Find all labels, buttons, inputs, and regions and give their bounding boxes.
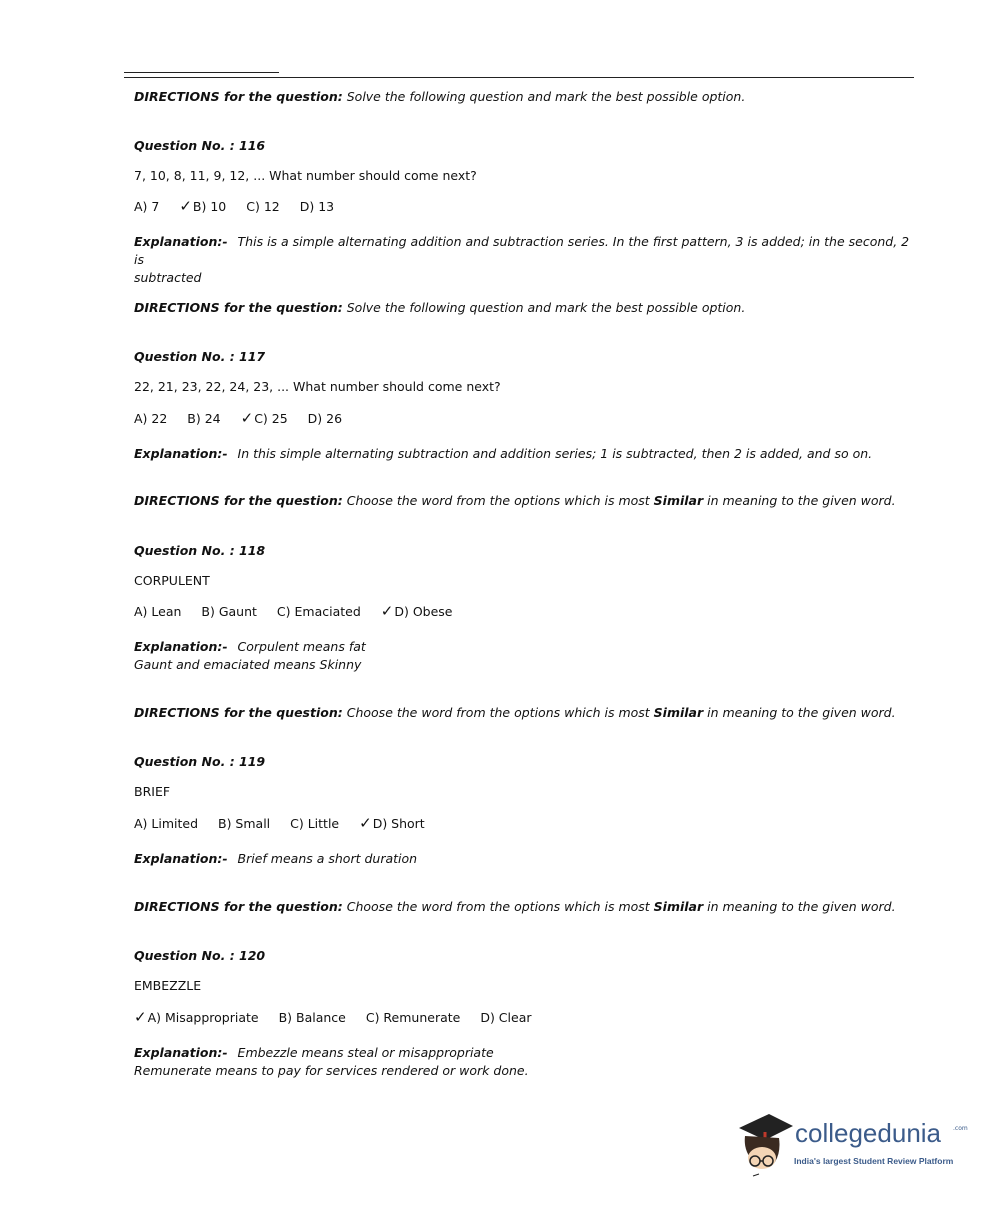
directions-text: Solve the following question and mark the best possible option. (346, 300, 746, 315)
mascot-icon (735, 1110, 795, 1180)
option-a: A) 22 (134, 411, 168, 426)
question-stem: CORPULENT (134, 573, 210, 588)
directions-116 (134, 88, 913, 106)
option-a (134, 1010, 259, 1025)
directions-120 (134, 898, 913, 916)
option-d (359, 816, 425, 831)
directions-lead: DIRECTIONS for the question: (134, 89, 343, 104)
explanation-line: Embezzle means steal or misappropriate (237, 1045, 494, 1060)
directions-117 (134, 299, 913, 317)
header-rule-short (124, 72, 279, 73)
explanation-lead: Explanation:- (134, 851, 228, 866)
checkmark-icon: ✓ (359, 814, 372, 832)
explanation (134, 850, 913, 868)
collegedunia-logo (735, 1110, 968, 1180)
explanation-line: Remunerate means to pay for services rendered or work done. (134, 1063, 529, 1078)
options-row (134, 409, 913, 428)
option-d: D) 13 (299, 199, 335, 214)
directions-emphasis: Similar (653, 493, 704, 508)
option-c: C) 12 (246, 199, 280, 214)
option-c: C) Remunerate (365, 1010, 461, 1025)
question-stem: EMBEZZLE (134, 978, 202, 993)
option-c: C) Emaciated (276, 604, 361, 619)
directions-lead: DIRECTIONS for the question: (134, 493, 343, 508)
directions-118 (134, 492, 913, 510)
question-number: Question No. : 117 (134, 349, 266, 364)
directions-text: Choose the word from the options which is most (346, 705, 650, 720)
checkmark-icon: ✓ (240, 409, 254, 427)
question-number: Question No. : 116 (134, 138, 266, 153)
directions-lead: DIRECTIONS for the question: (134, 899, 343, 914)
option-d (381, 604, 453, 619)
logo-tagline: India's largest Student Review Platform (794, 1156, 954, 1166)
options-row (134, 814, 913, 833)
question-stem: 22, 21, 23, 22, 24, 23, ... What number should come next? (134, 379, 501, 394)
directions-text: Solve the following question and mark the best possible option. (346, 89, 746, 104)
options-row (134, 602, 913, 621)
logo-domain: .com (953, 1125, 968, 1132)
explanation-lead: Explanation:- (134, 234, 228, 249)
explanation-line: Corpulent means fat (237, 639, 366, 654)
option-b: B) 24 (187, 411, 221, 426)
explanation-line: subtracted (134, 270, 202, 285)
option-b-label: B) 10 (192, 199, 227, 214)
option-d: D) Clear (480, 1010, 532, 1025)
option-a: A) 7 (134, 199, 160, 214)
question-number: Question No. : 119 (134, 754, 266, 769)
option-a: A) Limited (134, 816, 199, 831)
header-rule (124, 77, 914, 78)
question-stem: BRIEF (134, 784, 171, 799)
directions-emphasis: Similar (653, 705, 704, 720)
option-c: C) Little (290, 816, 340, 831)
directions-text: Choose the word from the options which is most (346, 493, 650, 508)
option-b: B) Balance (278, 1010, 346, 1025)
options-row (134, 1008, 913, 1027)
directions-lead: DIRECTIONS for the question: (134, 705, 343, 720)
option-d-label: D) Short (372, 816, 425, 831)
explanation-lead: Explanation:- (134, 639, 228, 654)
directions-119 (134, 704, 913, 722)
directions-emphasis: Similar (653, 899, 704, 914)
option-d: D) 26 (307, 411, 343, 426)
checkmark-icon: ✓ (134, 1008, 147, 1026)
checkmark-icon: ✓ (380, 602, 394, 620)
checkmark-icon: ✓ (179, 197, 192, 215)
option-a-label: A) Misappropriate (147, 1010, 259, 1025)
question-number: Question No. : 120 (134, 948, 266, 963)
option-b (179, 199, 226, 214)
option-d-label: D) Obese (394, 604, 453, 619)
explanation-line: Gaunt and emaciated means Skinny (134, 657, 362, 672)
option-a: A) Lean (134, 604, 182, 619)
explanation-line: Brief means a short duration (237, 851, 418, 866)
directions-text: in meaning to the given word. (707, 705, 896, 720)
option-c (241, 411, 288, 426)
explanation-line: This is a simple alternating addition and subtraction series. In the first pattern, 3 is added; in the second, 2 is (134, 234, 910, 267)
explanation (134, 1044, 913, 1080)
explanation-line: In this simple alternating subtraction and addition series; 1 is subtracted, then 2 is added, and so on. (237, 446, 873, 461)
option-b: B) Gaunt (201, 604, 257, 619)
explanation-lead: Explanation:- (134, 1045, 228, 1060)
option-c-label: C) 25 (254, 411, 288, 426)
explanation (134, 445, 913, 463)
options-row (134, 197, 913, 216)
directions-text: Choose the word from the options which is most (346, 899, 650, 914)
directions-text: in meaning to the given word. (707, 493, 896, 508)
directions-lead: DIRECTIONS for the question: (134, 300, 343, 315)
explanation (134, 233, 913, 287)
logo-wordmark: collegedunia (795, 1118, 942, 1148)
option-b: B) Small (218, 816, 271, 831)
explanation (134, 638, 913, 674)
directions-text: in meaning to the given word. (707, 899, 896, 914)
question-number: Question No. : 118 (134, 543, 266, 558)
explanation-lead: Explanation:- (134, 446, 228, 461)
question-stem: 7, 10, 8, 11, 9, 12, ... What number should come next? (134, 168, 477, 183)
